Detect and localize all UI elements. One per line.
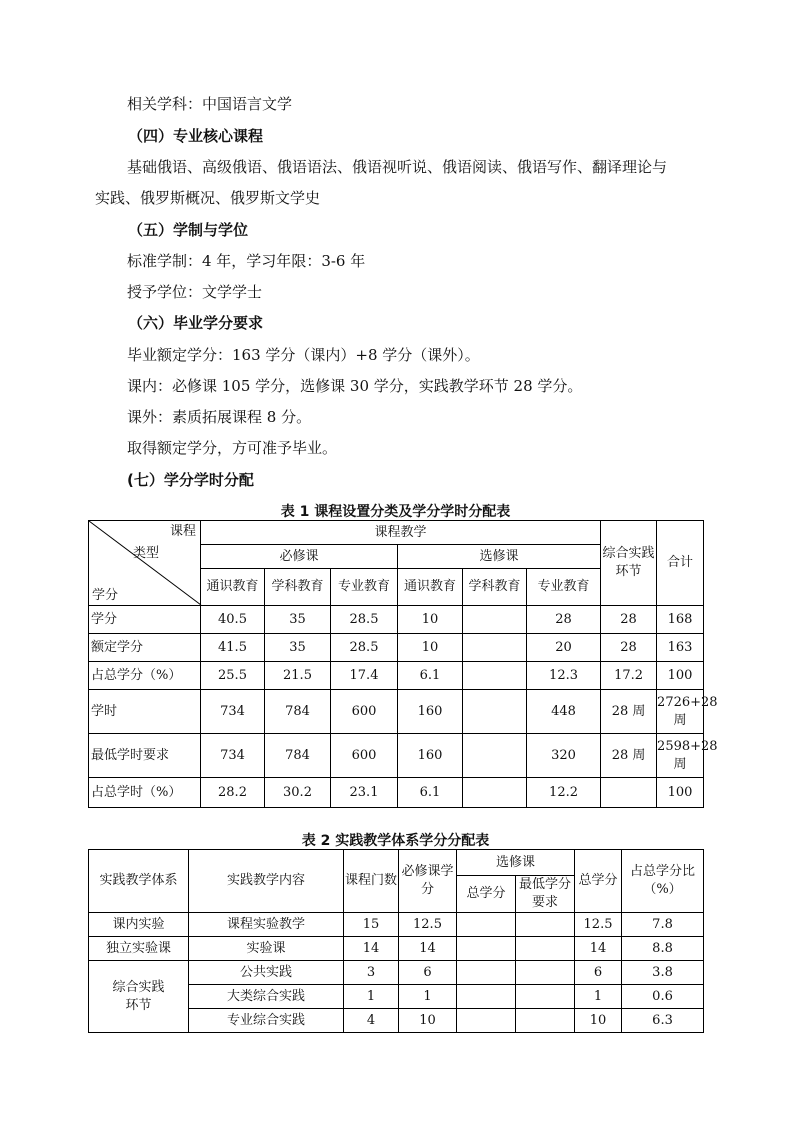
core-courses-line-2: 实践、俄罗斯概况、俄罗斯文学史 — [95, 189, 321, 207]
table2-caption: 表 2 实践教学体系学分分配表 — [301, 833, 490, 849]
cell: 600 — [331, 734, 398, 778]
cell: 734 — [201, 690, 265, 734]
table2-header-required-credit: 必修课学分 — [399, 850, 457, 913]
cell: 10 — [398, 606, 463, 634]
cell: 28 — [601, 634, 657, 662]
cell: 25.5 — [201, 662, 265, 690]
row-content: 专业综合实践 — [189, 1009, 344, 1033]
cell — [463, 634, 527, 662]
related-subject-line: 相关学科：中国语言文学 — [127, 95, 293, 113]
row-system: 综合实践环节 — [89, 961, 189, 1033]
cell: 168 — [657, 606, 704, 634]
cell: 6 — [399, 961, 457, 985]
cell: 28 — [527, 606, 601, 634]
cell: 160 — [398, 690, 463, 734]
cell: 28.5 — [331, 634, 398, 662]
cell: 734 — [201, 734, 265, 778]
cell — [457, 913, 516, 937]
cell: 14 — [575, 937, 622, 961]
cell — [463, 734, 527, 778]
table2-header-system: 实践教学体系 — [89, 850, 189, 913]
cell: 2726+28 周 — [657, 690, 704, 734]
cell: 35 — [265, 634, 331, 662]
cell: 28 周 — [601, 734, 657, 778]
table-row — [89, 937, 704, 961]
table-row — [89, 913, 704, 937]
table2-header-content: 实践教学内容 — [189, 850, 344, 913]
cell — [457, 1009, 516, 1033]
core-courses-line-1: 基础俄语、高级俄语、俄语语法、俄语视听说、俄语阅读、俄语写作、翻译理论与 — [127, 158, 668, 176]
practice-credit-table — [88, 849, 704, 1033]
cell: 12.5 — [399, 913, 457, 937]
cell: 20 — [527, 634, 601, 662]
cell: 30.2 — [265, 778, 331, 808]
row-label: 占总学时（%） — [89, 778, 201, 808]
table2-header-elective: 选修课 — [457, 850, 575, 876]
corner-label-credit: 学分 — [92, 588, 119, 603]
row-label: 额定学分 — [89, 634, 201, 662]
cell: 28 — [601, 606, 657, 634]
table1-subheader: 学科教育 — [265, 569, 331, 606]
cell: 784 — [265, 734, 331, 778]
credit-inner-line: 课内：必修课 105 学分，选修课 30 学分，实践教学环节 28 学分。 — [127, 377, 583, 395]
row-content: 实验课 — [189, 937, 344, 961]
cell: 10 — [399, 1009, 457, 1033]
cell: 163 — [657, 634, 704, 662]
cell — [463, 778, 527, 808]
table1-subheader: 专业教育 — [331, 569, 398, 606]
cell: 17.4 — [331, 662, 398, 690]
table1-subheader: 学科教育 — [463, 569, 527, 606]
cell — [457, 985, 516, 1009]
row-label: 学时 — [89, 690, 201, 734]
cell: 12.3 — [527, 662, 601, 690]
schooling-line: 标准学制：4 年，学习年限：3-6 年 — [127, 252, 366, 270]
row-system: 课内实验 — [89, 913, 189, 937]
table2-header-total-credit: 总学分 — [575, 850, 622, 913]
row-label: 占总学分（%） — [89, 662, 201, 690]
cell: 100 — [657, 662, 704, 690]
cell: 1 — [344, 985, 399, 1009]
corner-label-course: 课程 — [169, 524, 196, 539]
table1-corner-cell — [89, 521, 201, 606]
table1-subheader: 专业教育 — [527, 569, 601, 606]
cell — [516, 913, 575, 937]
cell: 28.2 — [201, 778, 265, 808]
cell: 14 — [344, 937, 399, 961]
cell — [601, 778, 657, 808]
cell: 320 — [527, 734, 601, 778]
cell: 448 — [527, 690, 601, 734]
cell: 3.8 — [622, 961, 704, 985]
row-system: 独立实验课 — [89, 937, 189, 961]
table1-elective-header: 选修课 — [398, 545, 601, 569]
table2-header-course-count: 课程门数 — [344, 850, 399, 913]
cell: 784 — [265, 690, 331, 734]
cell — [457, 961, 516, 985]
cell: 100 — [657, 778, 704, 808]
cell: 12.5 — [575, 913, 622, 937]
table-row — [89, 662, 704, 690]
cell: 21.5 — [265, 662, 331, 690]
table2-header-elective-total: 总学分 — [457, 876, 516, 913]
cell: 6.3 — [622, 1009, 704, 1033]
cell: 17.2 — [601, 662, 657, 690]
cell: 12.2 — [527, 778, 601, 808]
row-label: 最低学时要求 — [89, 734, 201, 778]
cell: 6.1 — [398, 662, 463, 690]
row-content: 课程实验教学 — [189, 913, 344, 937]
credit-total-line: 毕业额定学分：163 学分（课内）+8 学分（课外）。 — [127, 346, 480, 364]
table2-header-elective-min: 最低学分要求 — [516, 876, 575, 913]
section-heading-allocation: (七）学分学时分配 — [127, 471, 254, 489]
cell — [516, 985, 575, 1009]
cell: 7.8 — [622, 913, 704, 937]
cell: 10 — [575, 1009, 622, 1033]
table-row — [89, 734, 704, 778]
table2-header-ratio: 占总学分比（%） — [622, 850, 704, 913]
table1-total-header: 合计 — [657, 521, 704, 606]
cell — [457, 937, 516, 961]
table-row — [89, 634, 704, 662]
cell: 1 — [575, 985, 622, 1009]
cell: 2598+28 周 — [657, 734, 704, 778]
cell: 3 — [344, 961, 399, 985]
table1-required-header: 必修课 — [201, 545, 398, 569]
cell: 4 — [344, 1009, 399, 1033]
cell: 600 — [331, 690, 398, 734]
table1-subheader: 通识教育 — [398, 569, 463, 606]
table-row — [89, 961, 704, 985]
cell: 10 — [398, 634, 463, 662]
cell: 23.1 — [331, 778, 398, 808]
cell: 15 — [344, 913, 399, 937]
cell — [463, 606, 527, 634]
cell: 40.5 — [201, 606, 265, 634]
cell — [516, 937, 575, 961]
row-content: 公共实践 — [189, 961, 344, 985]
section-heading-core-courses: （四）专业核心课程 — [128, 127, 264, 145]
corner-label-type: 类型 — [133, 546, 160, 561]
table-row — [89, 778, 704, 808]
cell: 6.1 — [398, 778, 463, 808]
section-heading-schooling: （五）学制与学位 — [128, 221, 249, 239]
cell — [463, 662, 527, 690]
cell: 1 — [399, 985, 457, 1009]
row-label: 学分 — [89, 606, 201, 634]
row-content: 大类综合实践 — [189, 985, 344, 1009]
cell: 160 — [398, 734, 463, 778]
table1-caption: 表 1 课程设置分类及学分学时分配表 — [280, 504, 511, 520]
cell — [516, 1009, 575, 1033]
cell: 28.5 — [331, 606, 398, 634]
table1-subheader: 通识教育 — [201, 569, 265, 606]
degree-line: 授予学位：文学学士 — [127, 283, 263, 301]
cell: 41.5 — [201, 634, 265, 662]
credit-outer-line: 课外：素质拓展课程 8 分。 — [127, 408, 312, 426]
table-row — [89, 690, 704, 734]
cell — [516, 961, 575, 985]
table1-course-teaching-header: 课程教学 — [201, 521, 601, 545]
course-credit-table — [88, 520, 718, 808]
cell — [463, 690, 527, 734]
cell: 14 — [399, 937, 457, 961]
cell: 28 周 — [601, 690, 657, 734]
cell: 35 — [265, 606, 331, 634]
table-row — [89, 606, 704, 634]
credit-note-line: 取得额定学分，方可准予毕业。 — [127, 439, 338, 457]
table1-practice-header: 综合实践环节 — [601, 521, 657, 606]
cell: 6 — [575, 961, 622, 985]
cell: 0.6 — [622, 985, 704, 1009]
cell: 8.8 — [622, 937, 704, 961]
section-heading-credits: （六）毕业学分要求 — [128, 314, 264, 332]
